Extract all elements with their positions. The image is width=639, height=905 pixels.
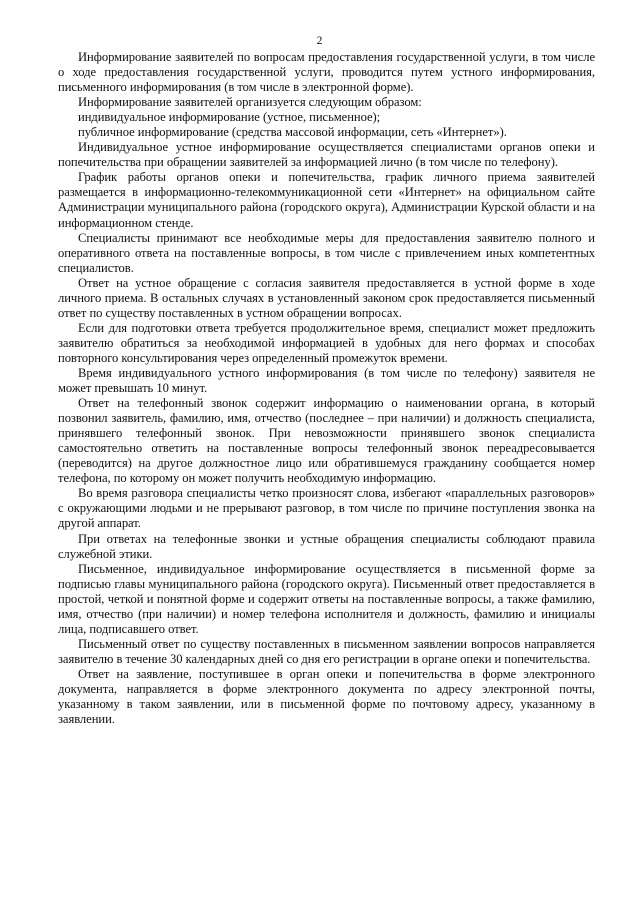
paragraph-oral-answer: Ответ на устное обращение с согласия заявителя предоставляется в устной форме в ходе личного приема. В остальных случаях в установленный законом срок предоставляется письменный ответ по существу поставленных в устном обращении вопросах.	[58, 275, 595, 320]
paragraph-informing-overview: Информирование заявителей по вопросам предоставления государственной услуги, в том числе о ходе предоставления государственной услуги, проводится путем устного информирования, письменного информирования (в том числе в электронной форме).	[58, 50, 595, 95]
paragraph-public-informing: публичное информирование (средства массовой информации, сеть «Интернет»).	[78, 125, 507, 140]
paragraph-phone-answer: Ответ на телефонный звонок содержит информацию о наименовании органа, в который позвонил заявитель, фамилию, имя, отчество (последнее – при наличии) и должность специалиста, принявшего телефонный звонок. При невозможности принявшего звонок специалиста самостоятельно ответить на поставленные вопросы телефонный звонок переадресовывается (переводится) на другое должностное лицо или обратившемуся гражданину сообщается номер телефона, по которому он может получить необходимую информацию.	[58, 396, 595, 486]
document-body	[58, 50, 595, 727]
paragraph-written-answer-deadline: Письменный ответ по существу поставленных в письменном заявлении вопросов направляется заявителю в течение 30 календарных дней со дня его регистрации в органе опеки и попечительства.	[58, 636, 595, 666]
paragraph-time-limit: Время индивидуального устного информирования (в том числе по телефону) заявителя не может превышать 10 минут.	[58, 365, 595, 396]
paragraph-written-informing: Письменное, индивидуальное информирование осуществляется в письменной форме за подписью главы муниципального района (городского округа). Письменный ответ предоставляется в простой, четкой и понятной форме и содержит ответы на поставленные вопросы, а также фамилию, имя, отчество (при наличии) и номер телефона исполнителя и должность, фамилию и инициалы лица, подписавшего ответ.	[58, 561, 595, 636]
paragraph-work-schedule: График работы органов опеки и попечительства, график личного приема заявителей размещается в информационно-телекоммуникационной сети «Интернет» на официальном сайте Администрации муниципального района (городского округа), Администрации Курской области и на информационном стенде.	[58, 170, 595, 230]
paragraph-electronic-answer: Ответ на заявление, поступившее в орган опеки и попечительства в форме электронного документа, направляется в форме электронного документа по адресу электронной почты, указанному в таком заявлении, или в письменной форме по почтовому адресу, указанному в заявлении.	[58, 666, 595, 727]
paragraph-individual-informing: индивидуальное информирование (устное, письменное);	[78, 110, 381, 125]
paragraph-specialists-measures: Специалисты принимают все необходимые меры для предоставления заявителю полного и оперативного ответа на поставленные вопросы, в том числе с привлечением иных компетентных специалистов.	[58, 230, 595, 275]
paragraph-conversation-rules: Во время разговора специалисты четко произносят слова, избегают «параллельных разговоров» с окружающими людьми и не прерывают разговор, в том числе по причине поступления звонка на другой аппарат.	[58, 486, 595, 531]
paragraph-extended-time: Если для подготовки ответа требуется продолжительное время, специалист может предложить заявителю обратиться за необходимой информацией в удобных для него формах и способах повторного консультирования через определенный промежуток времени.	[58, 320, 595, 365]
paragraph-service-ethics: При ответах на телефонные звонки и устные обращения специалисты соблюдают правила служебной этики.	[58, 531, 595, 561]
paragraph-oral-informing: Индивидуальное устное информирование осуществляется специалистами органов опеки и попечительства при обращении заявителей за информацией лично (в том числе по телефону).	[58, 140, 595, 170]
paragraph-informing-organization: Информирование заявителей организуется следующим образом:	[78, 95, 422, 110]
page-number: 2	[316, 35, 323, 47]
